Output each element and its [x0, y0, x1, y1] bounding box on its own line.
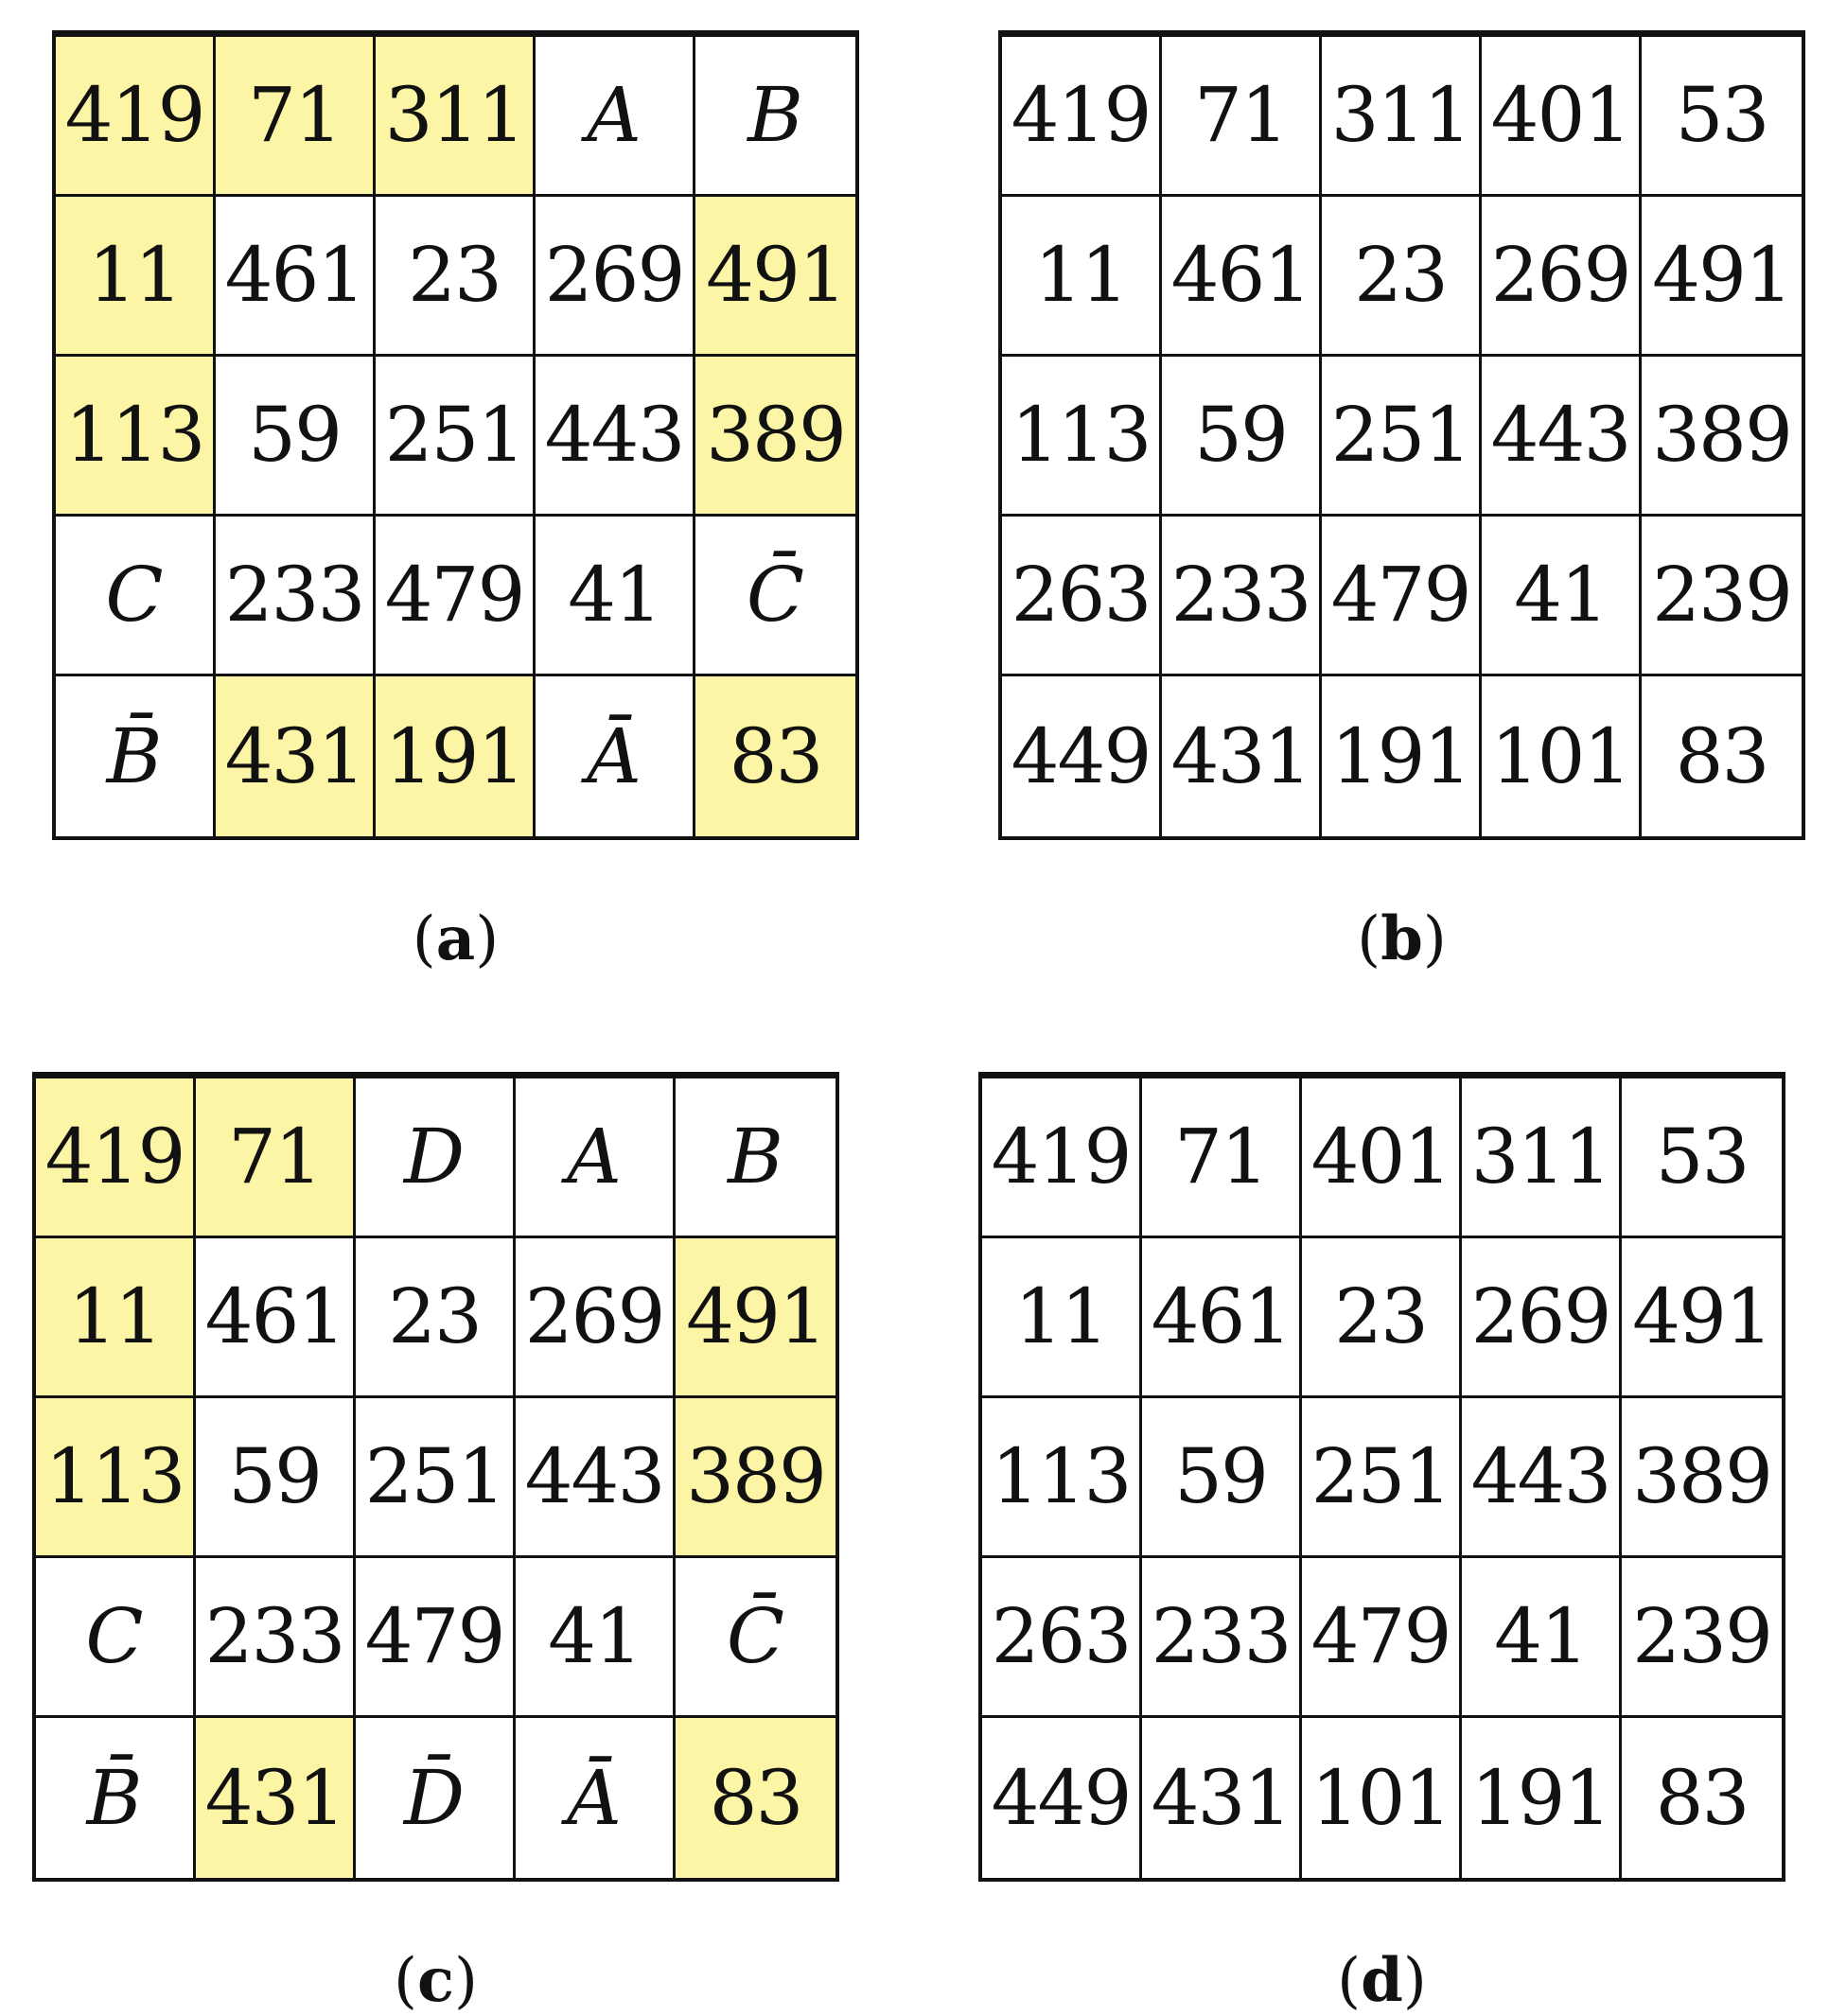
grid-cell: 71: [216, 37, 376, 197]
grid-cell: 461: [1162, 197, 1322, 357]
grid-cell: 83: [676, 1718, 835, 1878]
grid-cell: 233: [1162, 517, 1322, 676]
grid-cell: 461: [196, 1238, 356, 1398]
grid-cell: 113: [982, 1398, 1142, 1558]
grid-cell: 59: [1162, 357, 1322, 517]
grid-cell: 419: [36, 1078, 196, 1238]
grid-cell: 443: [1462, 1398, 1622, 1558]
grid-cell: 443: [516, 1398, 676, 1558]
grid-cell: Ā: [516, 1718, 676, 1878]
grid-cell: 431: [196, 1718, 356, 1878]
grid-cell: 389: [1642, 357, 1802, 517]
grid-cell: 449: [1002, 676, 1162, 836]
grid-cell: C: [56, 517, 216, 676]
grid-cell: 461: [216, 197, 376, 357]
grid-cell: 479: [1302, 1558, 1462, 1718]
grid-cell: 491: [676, 1238, 835, 1398]
grid-cell: Ā: [536, 676, 695, 836]
grid-cell: 389: [676, 1398, 835, 1558]
grid-cell: 479: [1322, 517, 1482, 676]
grid-cell: A: [536, 37, 695, 197]
caption-c: (c): [394, 1945, 478, 2016]
grid-cell: 11: [36, 1238, 196, 1398]
grid-cell: B̄: [36, 1718, 196, 1878]
grid-cell: C: [36, 1558, 196, 1718]
grid-cell: 269: [536, 197, 695, 357]
grid-cell: 311: [1322, 37, 1482, 197]
grid-cell: 11: [982, 1238, 1142, 1398]
caption-d: (d): [1337, 1945, 1427, 2016]
grid-cell: D: [356, 1078, 516, 1238]
grid-cell: D̄: [356, 1718, 516, 1878]
grid-cell: 311: [376, 37, 536, 197]
magic-square-grid-d: [978, 1075, 1785, 1882]
grid-cell: B̄: [56, 676, 216, 836]
grid-cell: 71: [1162, 37, 1322, 197]
magic-square-grid-c: [32, 1075, 839, 1882]
grid-cell: 23: [1322, 197, 1482, 357]
grid-cell: 233: [196, 1558, 356, 1718]
grid-cell: 59: [1142, 1398, 1302, 1558]
grid-cell: 479: [356, 1558, 516, 1718]
grid-cell: C̄: [695, 517, 855, 676]
grid-cell: 461: [1142, 1238, 1302, 1398]
grid-cell: 263: [982, 1558, 1142, 1718]
grid-cell: 419: [982, 1078, 1142, 1238]
grid-cell: 269: [1482, 197, 1642, 357]
grid-cell: 269: [1462, 1238, 1622, 1398]
grid-cell: 11: [1002, 197, 1162, 357]
grid-cell: 431: [1162, 676, 1322, 836]
grid-cell: 389: [1622, 1398, 1782, 1558]
grid-cell: 41: [1462, 1558, 1622, 1718]
grid-cell: 233: [1142, 1558, 1302, 1718]
grid-cell: B: [695, 37, 855, 197]
grid-cell: 239: [1642, 517, 1802, 676]
grid-cell: B: [676, 1078, 835, 1238]
grid-cell: 443: [1482, 357, 1642, 517]
grid-cell: 113: [1002, 357, 1162, 517]
grid-cell: 191: [1322, 676, 1482, 836]
grid-cell: 449: [982, 1718, 1142, 1878]
grid-cell: 491: [1642, 197, 1802, 357]
grid-cell: 251: [376, 357, 536, 517]
grid-cell: 23: [1302, 1238, 1462, 1398]
grid-cell: 479: [376, 517, 536, 676]
grid-cell: C̄: [676, 1558, 835, 1718]
grid-cell: 23: [356, 1238, 516, 1398]
grid-cell: 59: [216, 357, 376, 517]
grid-cell: 401: [1482, 37, 1642, 197]
grid-cell: 71: [196, 1078, 356, 1238]
grid-cell: 59: [196, 1398, 356, 1558]
grid-cell: 113: [36, 1398, 196, 1558]
grid-cell: 251: [356, 1398, 516, 1558]
grid-cell: 113: [56, 357, 216, 517]
grid-cell: 71: [1142, 1078, 1302, 1238]
grid-cell: 23: [376, 197, 536, 357]
grid-cell: 41: [516, 1558, 676, 1718]
grid-cell: 263: [1002, 517, 1162, 676]
grid-cell: 53: [1642, 37, 1802, 197]
caption-a: (a): [412, 903, 500, 974]
grid-cell: 431: [216, 676, 376, 836]
grid-cell: 233: [216, 517, 376, 676]
grid-cell: 11: [56, 197, 216, 357]
grid-cell: A: [516, 1078, 676, 1238]
grid-cell: 443: [536, 357, 695, 517]
grid-cell: 491: [1622, 1238, 1782, 1398]
grid-cell: 401: [1302, 1078, 1462, 1238]
grid-cell: 53: [1622, 1078, 1782, 1238]
grid-cell: 83: [1655, 1753, 1749, 1842]
magic-square-grid-b: [998, 33, 1805, 840]
grid-cell: 83: [695, 676, 855, 836]
grid-cell: 101: [1302, 1718, 1462, 1878]
caption-b: (b): [1357, 903, 1447, 974]
grid-cell: 191: [1462, 1718, 1622, 1878]
grid-cell: 269: [516, 1238, 676, 1398]
grid-cell: 389: [695, 357, 855, 517]
magic-square-grid-a: [52, 33, 859, 840]
grid-cell: 311: [1462, 1078, 1622, 1238]
grid-cell: 251: [1302, 1398, 1462, 1558]
grid-cell: 83: [1675, 711, 1768, 800]
grid-cell: 41: [536, 517, 695, 676]
grid-cell: 41: [1482, 517, 1642, 676]
grid-cell: 191: [376, 676, 536, 836]
grid-cell: 431: [1142, 1718, 1302, 1878]
grid-cell: 101: [1482, 676, 1642, 836]
grid-cell: 251: [1322, 357, 1482, 517]
grid-cell: 419: [1002, 37, 1162, 197]
grid-cell: 239: [1622, 1558, 1782, 1718]
grid-cell: 419: [56, 37, 216, 197]
grid-cell: 491: [695, 197, 855, 357]
